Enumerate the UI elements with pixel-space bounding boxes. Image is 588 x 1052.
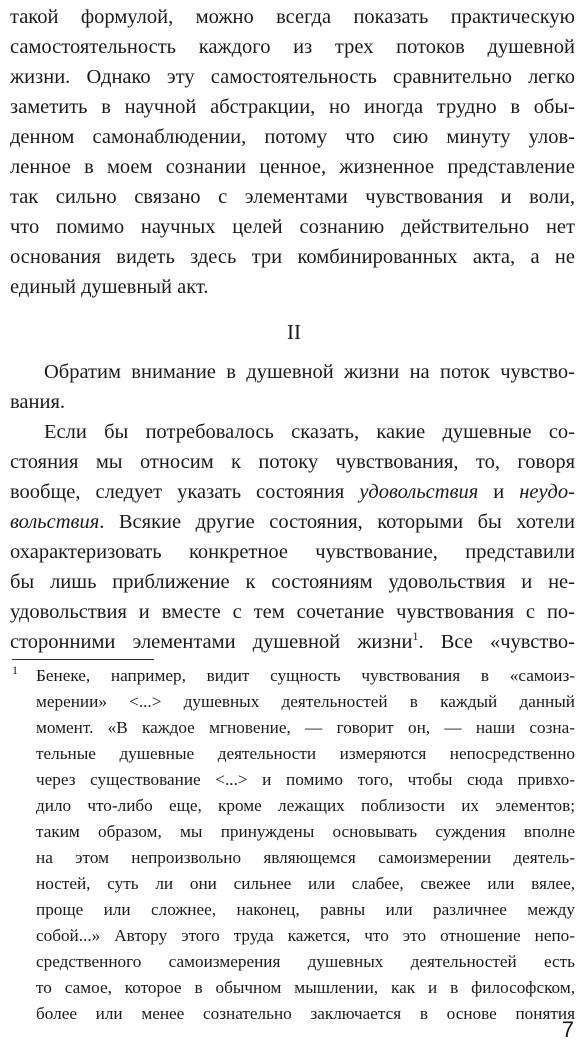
text-line: ленное в моем сознании ценное, жизненное представление (10, 156, 575, 178)
text-line: денном самонаблюдении, потому что сию минуту улов- (10, 126, 575, 148)
text-line: Обратим внимание в душевной жизни на поток чувство- (44, 361, 575, 383)
italic-term: удовольствия (359, 481, 479, 503)
footnote-line: более или менее сознательно заключается в основе понятия (36, 1004, 575, 1023)
text-span: вообще, следует указать состояния (10, 481, 360, 503)
footnote-line: проще или сложнее, наконец, равны или различнее между (36, 900, 575, 919)
text-span: сторонними элементами душевной жизни (10, 631, 413, 653)
footnote-line: на этом непроизвольно являющемся самоизмерении деятель- (36, 848, 575, 867)
text-line: Если бы потребовалось сказать, какие душевные со- (44, 421, 575, 443)
text-line (10, 627, 575, 657)
text-line: что помимо научных целей сознанию действительно нет (10, 216, 575, 238)
text-line: удовольствия и вместе с тем сочетание чувствования с по- (10, 601, 575, 623)
text-line: так сильно связано с элементами чувствования и воли, (10, 186, 575, 208)
text-line (10, 477, 575, 507)
footnote-line: через существование <...> и помимо того, чтобы сюда привхо- (36, 770, 575, 789)
page-number: 7 (561, 1017, 574, 1042)
footnote-line: Бенеке, например, видит сущность чувствования в «самоиз- (36, 666, 575, 685)
footnote-line: тельные душевные деятельности измеряются непосредственно (36, 744, 575, 763)
text-line: заметить в научной абстракции, но иногда трудно в обы- (10, 96, 575, 118)
footnote-reference[interactable]: 1 (412, 629, 419, 644)
italic-term: неудо- (519, 481, 575, 503)
footnote-line: собой...» Автору этого труда кажется, что это отношение непо- (36, 926, 575, 945)
text-line: такой формулой, можно всегда показать практическую (10, 6, 575, 28)
footnote-line: момент. «В каждое мгновение, — говорит он, — наши созна- (36, 718, 575, 737)
footnote-marker: 1 (12, 663, 18, 677)
text-line: жизни. Однако эту самостоятельность сравнительно легко (10, 66, 575, 88)
footnote-divider (12, 659, 154, 660)
section-number: II (287, 320, 301, 344)
italic-term: вольствия (10, 511, 100, 533)
text-span: и (478, 481, 520, 503)
footnote-line: дило что-либо еще, кроме лежащих поблизости их элементов; (36, 796, 575, 815)
footnote-line: ностей, суть ли они сильнее или слабее, свежее или вялее, (36, 874, 575, 893)
footnote-line: мерении» <...> душевных деятельностей в каждый данный (36, 692, 575, 711)
text-line: самостоятельность каждого из трех потоков душевной (10, 36, 575, 58)
text-line: вания. (10, 391, 66, 413)
footnote-line: то самое, которое в обычном мышлении, как и в философском, (36, 978, 575, 997)
footnote-line: средственного самоизмерения душевных деятельностей есть (36, 952, 575, 971)
text-line: основания видеть здесь три комбинированных акта, а не (10, 246, 575, 268)
text-line: единый душевный акт. (10, 276, 209, 298)
text-line: охарактеризовать конкретное чувствование, представили (10, 541, 575, 563)
text-span: . Всякие другие состояния, которыми бы хотели (99, 511, 575, 533)
text-line: бы лишь приближение к состояниям удовольствия и не- (10, 571, 575, 593)
footnote-line: таким образом, мы принуждены основывать суждения вполне (36, 822, 575, 841)
text-span: . Все «чувство- (418, 631, 575, 653)
text-line (10, 507, 575, 537)
text-line: стояния мы относим к потоку чувствования, то, говоря (10, 451, 575, 473)
